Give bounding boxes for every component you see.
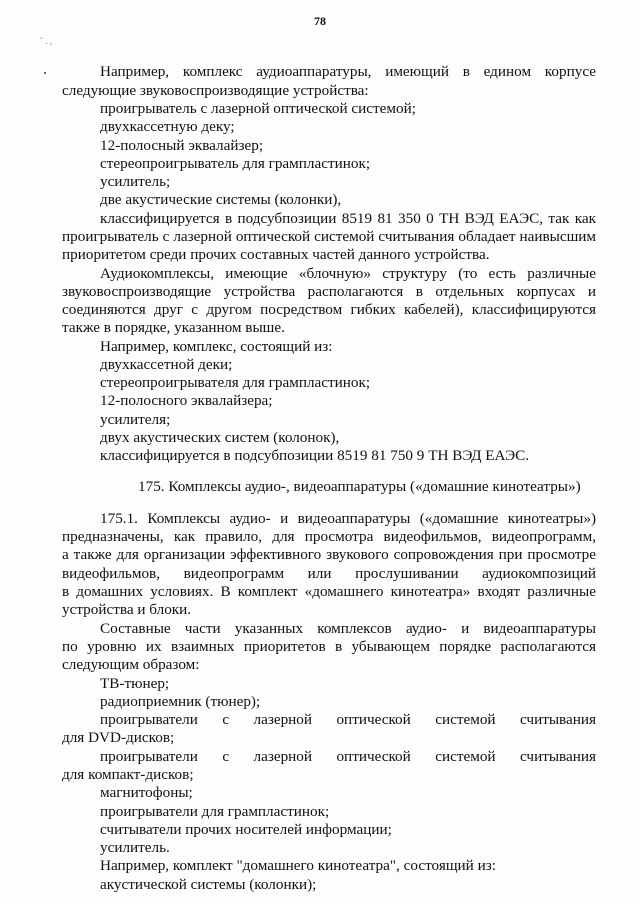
text-line: 12-полосного эквалайзера; (100, 392, 273, 409)
text-line: усилитель. (100, 839, 170, 856)
text-line: звуковоспроизводящие устройства располагаются в отдельных корпусах и (62, 283, 596, 300)
text-line: видеофильмов, видеопрограмм или прослушивании аудиокомпозиций (62, 565, 596, 582)
text-line: акустической системы (колонки); (100, 876, 317, 893)
text-line: Составные части указанных комплексов аудио- и видеоаппаратуры (100, 620, 596, 637)
text-line: следующим образом: (62, 656, 200, 673)
section-heading: 175. Комплексы аудио-, видеоаппаратуры («домашние кинотеатры») (138, 478, 581, 495)
scan-dot (44, 72, 46, 74)
text-line: приоритетом среди прочих составных частей данного устройства. (62, 246, 490, 263)
text-line: проигрыватели с лазерной оптической системой считывания (100, 711, 596, 728)
text-line: для компакт-дисков; (62, 766, 194, 783)
text-line: проигрыватель с лазерной оптической системой; (100, 100, 416, 117)
text-line: Аудиокомплексы, имеющие «блочную» структуру (то есть различные (100, 265, 596, 282)
text-line: двух акустических систем (колонок), (100, 429, 340, 446)
scan-mark: ˜ . , (40, 36, 52, 46)
text-line: Например, комплект "домашнего кинотеатра", состоящий из: (100, 857, 496, 874)
text-line: проигрыватели с лазерной оптической системой считывания (100, 748, 596, 765)
text-line: в домашних условиях. В комплект «домашнего кинотеатра» входят различные (62, 583, 596, 600)
text-line: предназначены, как правило, для просмотра видеофильмов, видеопрограмм, (62, 528, 596, 545)
page-number: 78 (314, 14, 326, 28)
text-line: две акустические системы (колонки), (100, 191, 342, 208)
text-line: соединяются друг с другом посредством гибких кабелей), классифицируются (62, 301, 596, 318)
text-line: устройства и блоки. (62, 601, 192, 618)
text-line: стереопроигрывателя для грампластинок; (100, 374, 371, 391)
text-line: стереопроигрыватель для грампластинок; (100, 155, 371, 172)
text-line: также в порядке, указанном выше. (62, 319, 285, 336)
text-line: а также для организации эффективного звукового сопровождения при просмотре (62, 546, 596, 563)
text-line: проигрыватель с лазерной оптической системой считывания обладает наивысшим (62, 228, 596, 245)
text-line: магнитофоны; (100, 784, 193, 801)
text-line: классифицируется в подсубпозиции 8519 81 350 0 ТН ВЭД ЕАЭС, так как (100, 210, 596, 227)
text-line: двухкассетной деки; (100, 356, 233, 373)
text-line: 175.1. Комплексы аудио- и видеоаппаратуры («домашние кинотеатры») (100, 510, 596, 527)
text-line: Например, комплекс аудиоаппаратуры, имеющий в едином корпусе (100, 63, 596, 80)
text-line: считыватели прочих носителей информации; (100, 821, 392, 838)
text-line: следующие звуковоспроизводящие устройства: (62, 82, 369, 99)
text-line: для DVD-дисков; (62, 729, 175, 746)
text-line: Например, комплекс, состоящий из: (100, 338, 333, 355)
text-line: проигрыватели для грампластинок; (100, 803, 330, 820)
text-line: усилитель; (100, 173, 171, 190)
text-line: по уровню их взаимных приоритетов в убывающем порядке располагаются (62, 638, 596, 655)
text-line: классифицируется в подсубпозиции 8519 81 750 9 ТН ВЭД ЕАЭС. (100, 447, 530, 464)
text-line: радиоприемник (тюнер); (100, 693, 261, 710)
text-line: двухкассетную деку; (100, 118, 235, 135)
text-line: усилителя; (100, 411, 171, 428)
text-line: ТВ-тюнер; (100, 675, 170, 692)
text-line: 12-полосный эквалайзер; (100, 137, 264, 154)
